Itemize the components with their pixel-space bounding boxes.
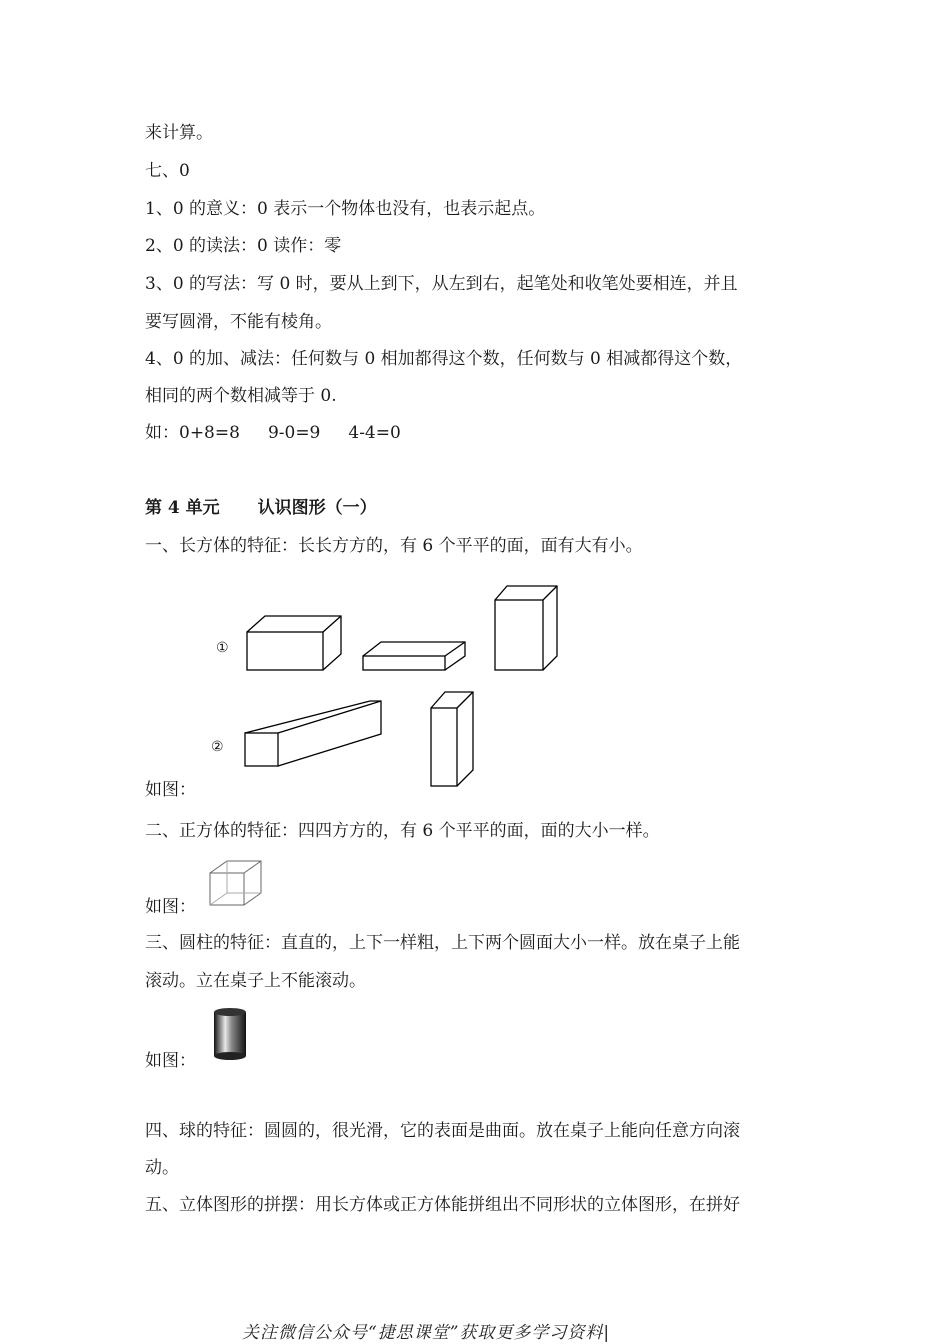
footer-watermark: 关注微信公众号“捷思课堂”获取更多学习资料| [242,1323,611,1343]
figure-marker-1: ① [216,640,229,656]
cube-figure [207,858,265,908]
example-equation: 4-4=0 [348,423,401,443]
unit-number: 第 4 单元 [145,498,220,518]
text-line: 动。 [145,1158,179,1178]
figure-marker-2: ② [211,739,224,755]
unit-title: 认识图形（一） [257,498,377,518]
text-line: 来计算。 [145,123,213,143]
text-line: 五、立体图形的拼摆：用长方体或正方体能拼组出不同形状的立体图形，在拼好 [145,1195,740,1215]
figure-label: 如图： [145,1051,196,1071]
example-label: 如： [145,423,179,443]
example-line [145,422,401,444]
example-equation: 0+8=8 [179,423,240,443]
text-line: 2、0 的读法：0 读作：零 [145,236,342,256]
text-line: 3、0 的写法：写 0 时，要从上到下，从左到右，起笔处和收笔处要相连，并且 [145,274,738,294]
text-line: 三、圆柱的特征：直直的，上下一样粗，上下两个圆面大小一样。放在桌子上能 [145,933,740,953]
cylinder-figure [210,1006,250,1062]
text-line: 一、长方体的特征：长长方方的，有 6 个平平的面，面有大有小。 [145,536,643,556]
text-line: 二、正方体的特征：四四方方的，有 6 个平平的面，面的大小一样。 [145,821,660,841]
text-line: 四、球的特征：圆圆的，很光滑，它的表面是曲面。放在桌子上能向任意方向滚 [145,1121,740,1141]
text-line: 相同的两个数相减等于 0. [145,386,337,406]
text-line: 1、0 的意义：0 表示一个物体也没有，也表示起点。 [145,199,546,219]
text-line: 滚动。立在桌子上不能滚动。 [145,971,366,991]
figure-label: 如图： [145,897,196,917]
example-equation: 9-0=9 [267,423,321,443]
figure-label: 如图： [145,780,196,800]
unit-heading [145,497,377,519]
text-line: 4、0 的加、减法：任何数与 0 相加都得这个数，任何数与 0 相减都得这个数， [145,349,743,369]
section-title-zero: 七、0 [145,161,190,181]
cuboid-figure [205,580,575,795]
text-line: 要写圆滑，不能有棱角。 [145,312,332,332]
